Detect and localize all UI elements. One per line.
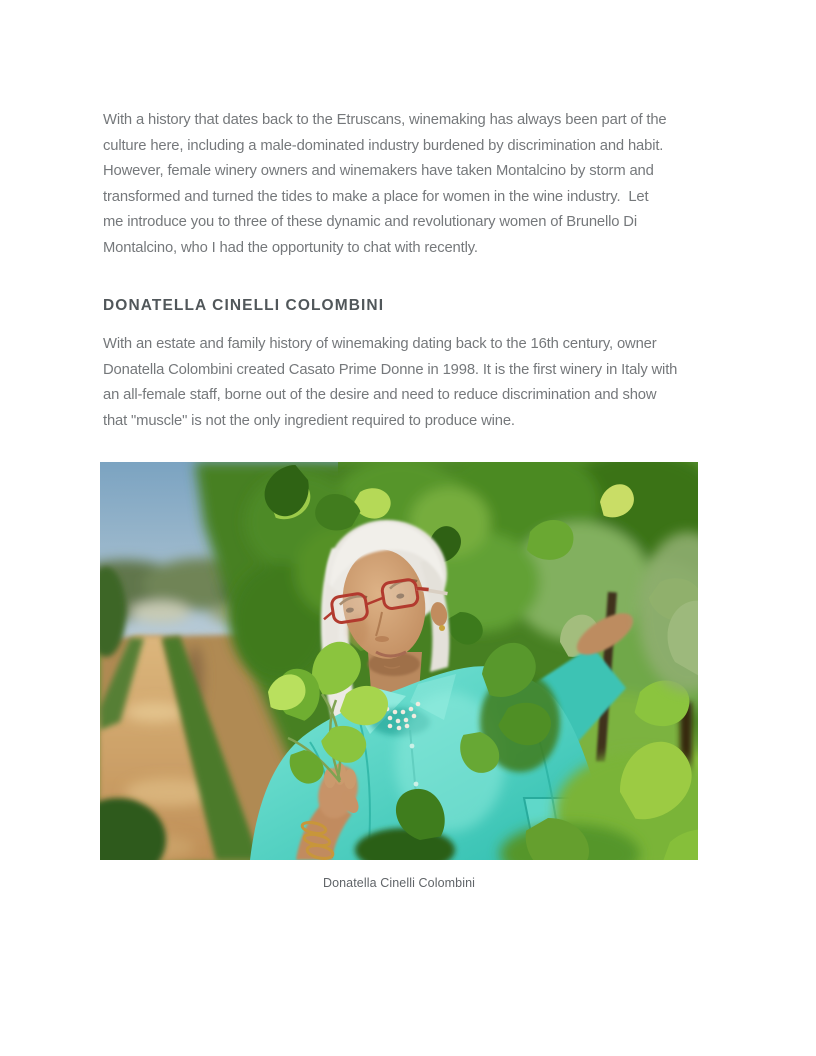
paragraph-line: culture here, including a male-dominated industry burdened by discrimination and habit. <box>103 137 664 154</box>
paragraph-line: With an estate and family history of winemaking dating back to the 16th century, owner <box>103 336 657 352</box>
paragraph-line: With a history that dates back to the Etruscans, winemaking has always been part of the <box>103 112 667 128</box>
earring <box>439 625 445 631</box>
photo-figure <box>100 462 698 890</box>
paragraph-line: that "muscle" is not the only ingredient required to produce wine. <box>103 412 515 429</box>
paragraph-line: transformed and turned the tides to make a place for women in the wine industry. Let <box>103 188 649 205</box>
paragraph-line: me introduce you to three of these dynamic and revolutionary women of Brunello Di <box>103 214 637 230</box>
intro-paragraph <box>103 108 667 261</box>
section-heading: DONATELLA CINELLI COLOMBINI <box>103 296 385 314</box>
paragraph-line: However, female winery owners and winemakers have taken Montalcino by storm and <box>103 163 654 179</box>
paragraph-line: Donatella Colombini created Casato Prime Donne in 1998. It is the first winery in Italy with <box>103 361 678 378</box>
winery-paragraph <box>103 332 677 434</box>
paragraph-line: an all-female staff, borne out of the desire and need to reduce discrimination and show <box>103 387 657 403</box>
photo-caption: Donatella Cinelli Colombini <box>322 876 476 890</box>
paragraph-line: Montalcino, who I had the opportunity to chat with recently. <box>103 239 478 256</box>
vineyard-portrait-photo <box>100 462 698 860</box>
